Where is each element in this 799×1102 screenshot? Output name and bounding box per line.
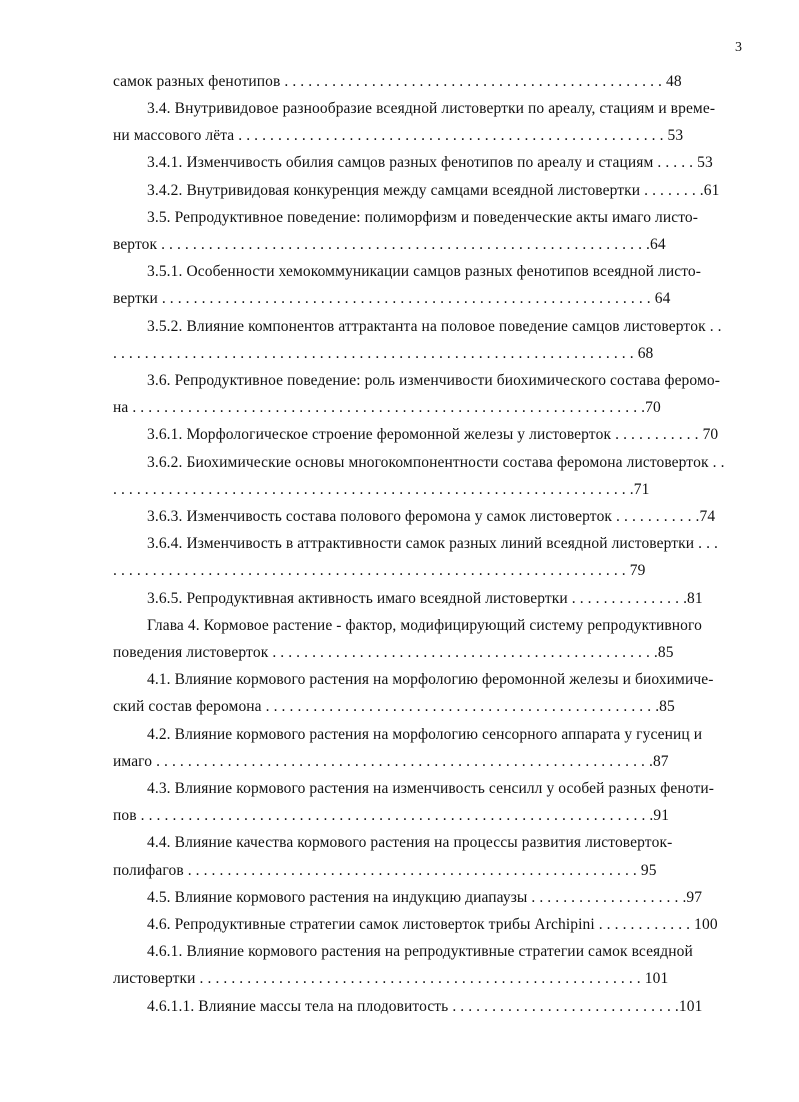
toc-line: 4.5. Влияние кормового растения на индукцию диапаузы . . . . . . . . . . . . . . . . . . . .97 bbox=[147, 889, 703, 906]
toc-line: . . . . . . . . . . . . . . . . . . . . . . . . . . . . . . . . . . . . . . . . . . . . . . . . . . . . . . . . . . . . . . . . . .71 bbox=[113, 481, 650, 498]
toc-line: листовертки . . . . . . . . . . . . . . . . . . . . . . . . . . . . . . . . . . . . . . . . . . . . . . . . . . . . . . . . 101 bbox=[113, 970, 669, 987]
toc-line: 3.6.5. Репродуктивная активность имаго всеядной листовертки . . . . . . . . . . . . . . .81 bbox=[147, 590, 703, 607]
toc-line: поведения листовертoк . . . . . . . . . . . . . . . . . . . . . . . . . . . . . . . . . . . . . . . . . . . . . . . . .85 bbox=[113, 644, 674, 661]
toc-line: 4.4. Влияние качества кормового растения на процессы развития листовертoк- bbox=[147, 834, 673, 851]
toc-line: . . . . . . . . . . . . . . . . . . . . . . . . . . . . . . . . . . . . . . . . . . . . . . . . . . . . . . . . . . . . . . . . . . 68 bbox=[113, 345, 654, 362]
toc-line: на . . . . . . . . . . . . . . . . . . . . . . . . . . . . . . . . . . . . . . . . . . . . . . . . . . . . . . . . . . . . . . . . .70 bbox=[113, 399, 661, 416]
toc-line: вертки . . . . . . . . . . . . . . . . . . . . . . . . . . . . . . . . . . . . . . . . . . . . . . . . . . . . . . . . . . . . . . 64 bbox=[113, 290, 671, 307]
toc-line: полифагов . . . . . . . . . . . . . . . . . . . . . . . . . . . . . . . . . . . . . . . . . . . . . . . . . . . . . . . . . 95 bbox=[113, 862, 657, 879]
toc-line: 4.1. Влияние кормового растения на морфологию феромонной железы и биохимиче- bbox=[147, 671, 714, 688]
toc-line: 3.6.2. Биохимические основы многокомпонентности состава феромона листовертoк . . bbox=[147, 454, 725, 471]
toc-line: 3.4. Внутривидовое разнообразие всеядной листовертки по ареалу, стациям и време- bbox=[147, 100, 716, 117]
toc-line: 3.5.2. Влияние компонентов аттрактанта на половое поведение самцов листовертoк . . bbox=[147, 318, 722, 335]
toc-line: ни массового лёта . . . . . . . . . . . . . . . . . . . . . . . . . . . . . . . . . . . . . . . . . . . . . . . . . . . . . . 53 bbox=[113, 127, 684, 144]
toc-line: 4.6.1.1. Влияние массы тела на плодовитость . . . . . . . . . . . . . . . . . . . . . . . . . . . . .101 bbox=[147, 998, 703, 1015]
toc-line: 3.5. Репродуктивное поведение: полиморфизм и поведенческие акты имаго листо- bbox=[147, 209, 699, 226]
page-number: 3 bbox=[735, 40, 742, 55]
toc-line: верток . . . . . . . . . . . . . . . . . . . . . . . . . . . . . . . . . . . . . . . . . . . . . . . . . . . . . . . . . . . . . .64 bbox=[113, 236, 666, 253]
toc-line: 3.5.1. Особенности хемокоммуникации самцов разных фенотипов всеядной листо- bbox=[147, 263, 702, 280]
toc-line: имаго . . . . . . . . . . . . . . . . . . . . . . . . . . . . . . . . . . . . . . . . . . . . . . . . . . . . . . . . . . . . . . .87 bbox=[113, 753, 669, 770]
toc-line: 3.6.1. Морфологическое строение феромонной железы у листовертoк . . . . . . . . . . . 70 bbox=[147, 426, 719, 443]
toc-line: пов . . . . . . . . . . . . . . . . . . . . . . . . . . . . . . . . . . . . . . . . . . . . . . . . . . . . . . . . . . . . . . . . .91 bbox=[113, 807, 670, 824]
toc-line: самок разных фенотипов . . . . . . . . . . . . . . . . . . . . . . . . . . . . . . . . . . . . . . . . . . . . . . . . 48 bbox=[113, 73, 682, 90]
toc-line: 4.6.1. Влияние кормового растения на репродуктивные стратегии самок всеядной bbox=[147, 943, 693, 960]
toc-line: 3.4.1. Изменчивость обилия самцов разных фенотипов по ареалу и стациям . . . . . 53 bbox=[147, 154, 713, 171]
toc-line: 4.2. Влияние кормового растения на морфологию сенсорного аппарата у гусениц и bbox=[147, 726, 703, 743]
toc-line: 3.4.2. Внутривидовая конкуренция между самцами всеядной листовертки . . . . . . . .61 bbox=[147, 182, 720, 199]
toc-line: 3.6. Репродуктивное поведение: роль изменчивости биохимического состава феромо- bbox=[147, 372, 720, 389]
toc-line: 4.3. Влияние кормового растения на изменчивость сенсилл у особей разных феноти- bbox=[147, 780, 714, 797]
toc-line: 3.6.4. Изменчивость в аттрактивности самок разных линий всеядной листовертки . . . bbox=[147, 535, 718, 552]
toc-line: . . . . . . . . . . . . . . . . . . . . . . . . . . . . . . . . . . . . . . . . . . . . . . . . . . . . . . . . . . . . . . . . . 79 bbox=[113, 562, 646, 579]
toc-line: Глава 4. Кормовое растение - фактор, модифицирующий систему репродуктивного bbox=[147, 617, 702, 634]
toc-line: ский состав феромона . . . . . . . . . . . . . . . . . . . . . . . . . . . . . . . . . . . . . . . . . . . . . . . . . .85 bbox=[113, 698, 675, 715]
toc-line: 3.6.3. Изменчивость состава полового феромона у самок листовертoк . . . . . . . . . . .74 bbox=[147, 508, 716, 525]
toc-line: 4.6. Репродуктивные стратегии самок листовертoк трибы Archipini . . . . . . . . . . . . 100 bbox=[147, 916, 718, 933]
